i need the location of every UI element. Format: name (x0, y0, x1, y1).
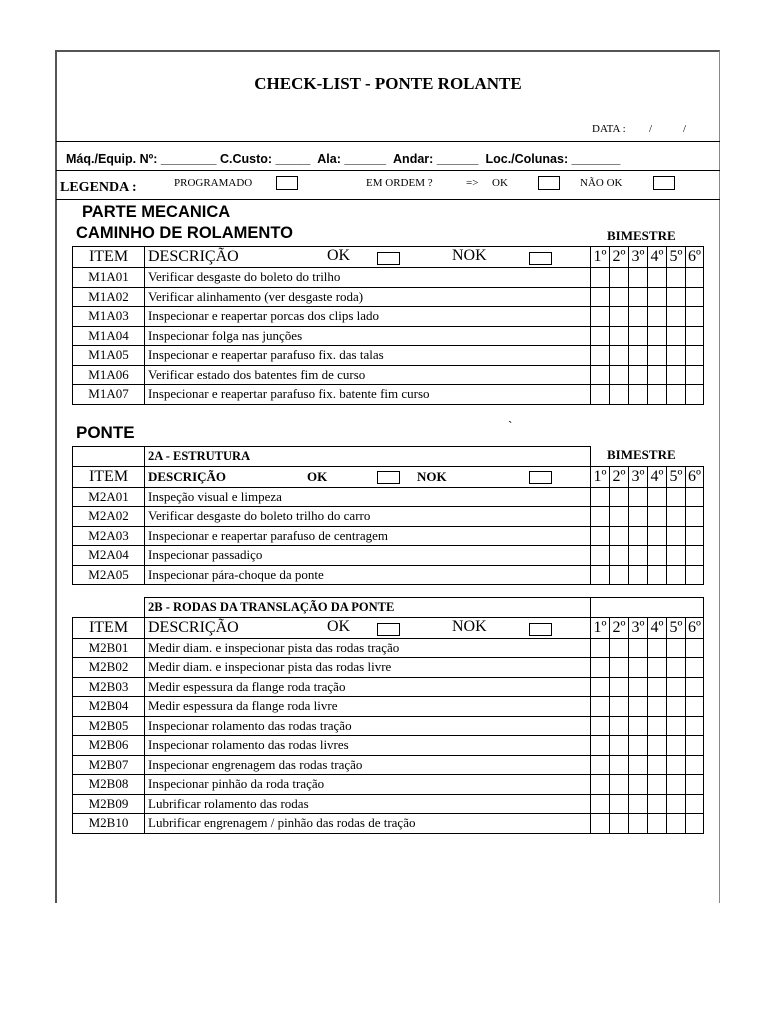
month-check-cell[interactable] (629, 697, 648, 717)
month-header: 6º (686, 617, 704, 638)
month-check-cell[interactable] (591, 794, 610, 814)
item-code: M2B05 (73, 716, 145, 736)
month-check-cell[interactable] (591, 346, 610, 366)
month-check-cell[interactable] (610, 565, 629, 585)
item-description: Inspeção visual e limpeza (145, 487, 591, 507)
section-title-ponte: PONTE (76, 423, 135, 442)
month-check-cell[interactable] (610, 326, 629, 346)
month-check-cell[interactable] (591, 565, 610, 585)
item-description: Inspecionar e reapertar porcas dos clips lado (145, 307, 591, 327)
month-header: 1º (591, 466, 610, 487)
month-check-cell[interactable] (648, 716, 667, 736)
table-row (73, 794, 704, 814)
legend-programado: PROGRAMADO (174, 177, 253, 189)
item-description: Inspecionar pára-choque da ponte (145, 565, 591, 585)
month-check-cell[interactable] (667, 287, 686, 307)
month-check-cell[interactable] (591, 326, 610, 346)
month-check-cell[interactable] (648, 385, 667, 405)
item-description: Inspecionar pinhão da roda tração (145, 775, 591, 795)
item-code: M1A02 (73, 287, 145, 307)
table-row (73, 638, 704, 658)
month-check-cell[interactable] (648, 307, 667, 327)
month-check-cell[interactable] (667, 814, 686, 834)
item-description: Verificar desgaste do boleto do trilho (145, 268, 591, 288)
month-check-cell[interactable] (648, 346, 667, 366)
month-check-cell[interactable] (591, 638, 610, 658)
item-description: Verificar estado dos batentes fim de curso (145, 365, 591, 385)
month-check-cell[interactable] (610, 385, 629, 405)
month-check-cell[interactable] (610, 638, 629, 658)
month-header: 5º (667, 617, 686, 638)
item-header: ITEM (73, 247, 145, 268)
month-check-cell[interactable] (667, 385, 686, 405)
ok-header: OK (327, 247, 351, 264)
month-check-cell[interactable] (686, 507, 704, 527)
month-check-cell[interactable] (686, 526, 704, 546)
month-header: 6º (686, 466, 704, 487)
subtitle-estrutura: 2A - ESTRUTURA (145, 447, 591, 467)
month-check-cell[interactable] (591, 385, 610, 405)
item-code: M2A03 (73, 526, 145, 546)
legend-ok: OK (492, 177, 508, 189)
item-description: Inspecionar e reapertar parafuso fix. das talas (145, 346, 591, 366)
table-row (73, 526, 704, 546)
month-header: 4º (648, 617, 667, 638)
month-check-cell[interactable] (686, 716, 704, 736)
legend-nao-ok: NÃO OK (580, 177, 623, 189)
table-row (73, 268, 704, 288)
table-header-row (73, 466, 704, 487)
item-header: ITEM (73, 466, 145, 487)
item-description: Medir espessura da flange roda livre (145, 697, 591, 717)
table-row (73, 507, 704, 527)
month-header: 1º (591, 247, 610, 268)
loc-label: Loc./Colunas: (485, 152, 569, 166)
item-description: Lubrificar engrenagem / pinhão das rodas de tração (145, 814, 591, 834)
item-code: M2B03 (73, 677, 145, 697)
month-check-cell[interactable] (648, 287, 667, 307)
subtitle-row (73, 447, 704, 467)
maq-label: Máq./Equip. Nº: (66, 152, 158, 166)
item-description: Inspecionar engrenagem das rodas tração (145, 755, 591, 775)
ala-field[interactable]: ______ (344, 152, 387, 166)
month-check-cell[interactable] (648, 326, 667, 346)
month-check-cell[interactable] (686, 794, 704, 814)
month-check-cell[interactable] (610, 287, 629, 307)
nok-checkbox[interactable] (529, 252, 552, 265)
descricao-header-cell (145, 247, 591, 268)
table-row (73, 775, 704, 795)
month-check-cell[interactable] (610, 487, 629, 507)
month-check-cell[interactable] (629, 638, 648, 658)
month-check-cell[interactable] (648, 677, 667, 697)
month-check-cell[interactable] (686, 814, 704, 834)
month-header: 4º (648, 247, 667, 268)
item-code: M1A06 (73, 365, 145, 385)
month-check-cell[interactable] (591, 736, 610, 756)
item-code: M1A03 (73, 307, 145, 327)
month-check-cell[interactable] (686, 268, 704, 288)
nok-checkbox[interactable] (529, 471, 552, 484)
month-check-cell[interactable] (667, 755, 686, 775)
month-header: 3º (629, 466, 648, 487)
month-header: 2º (610, 466, 629, 487)
nok-header: NOK (452, 247, 487, 264)
month-check-cell[interactable] (667, 507, 686, 527)
nok-header: NOK (417, 468, 447, 484)
month-check-cell[interactable] (591, 507, 610, 527)
checklist-table-rodas (72, 597, 704, 834)
month-check-cell[interactable] (610, 307, 629, 327)
item-description: Inspecionar e reapertar parafuso fix. batente fim curso (145, 385, 591, 405)
month-check-cell[interactable] (686, 775, 704, 795)
checklist-table-estrutura (72, 446, 704, 585)
table-row (73, 658, 704, 678)
ala-label: Ala: (317, 152, 341, 166)
subtitle-rodas: 2B - RODAS DA TRANSLAÇÃO DA PONTE (145, 598, 591, 618)
month-header: 3º (629, 247, 648, 268)
item-description: Medir diam. e inspecionar pista das rodas livre (145, 658, 591, 678)
month-check-cell[interactable] (591, 487, 610, 507)
item-description: Medir diam. e inspecionar pista das rodas tração (145, 638, 591, 658)
table-row (73, 307, 704, 327)
month-check-cell[interactable] (629, 287, 648, 307)
descricao-header: DESCRIÇÃO (148, 248, 239, 265)
month-check-cell[interactable] (667, 346, 686, 366)
month-check-cell[interactable] (629, 736, 648, 756)
month-check-cell[interactable] (629, 814, 648, 834)
item-code: M1A05 (73, 346, 145, 366)
item-code: M2B08 (73, 775, 145, 795)
month-check-cell[interactable] (610, 814, 629, 834)
month-check-cell[interactable] (629, 365, 648, 385)
loc-field[interactable]: _______ (571, 152, 621, 166)
month-check-cell[interactable] (686, 346, 704, 366)
item-description: Inspecionar folga nas junções (145, 326, 591, 346)
custo-field[interactable]: _____ (275, 152, 311, 166)
month-check-cell[interactable] (667, 487, 686, 507)
item-description: Inspecionar e reapertar parafuso de centragem (145, 526, 591, 546)
item-code: M2A01 (73, 487, 145, 507)
month-check-cell[interactable] (610, 755, 629, 775)
month-check-cell[interactable] (610, 794, 629, 814)
item-code: M2B02 (73, 658, 145, 678)
table-row (73, 677, 704, 697)
table-row (73, 736, 704, 756)
legend-nao-ok-box (653, 176, 675, 190)
month-header: 6º (686, 247, 704, 268)
month-check-cell[interactable] (667, 677, 686, 697)
month-check-cell[interactable] (591, 775, 610, 795)
nok-header: NOK (452, 617, 487, 635)
month-check-cell[interactable] (591, 546, 610, 566)
legend-arrow: => (466, 177, 479, 189)
month-check-cell[interactable] (686, 697, 704, 717)
item-description: Inspecionar rolamento das rodas livres (145, 736, 591, 756)
item-code: M2B04 (73, 697, 145, 717)
table-row (73, 287, 704, 307)
month-check-cell[interactable] (667, 736, 686, 756)
month-check-cell[interactable] (648, 526, 667, 546)
month-check-cell[interactable] (629, 487, 648, 507)
table-header-row (73, 247, 704, 268)
item-description: Inspecionar passadiço (145, 546, 591, 566)
month-check-cell[interactable] (686, 385, 704, 405)
month-check-cell[interactable] (667, 658, 686, 678)
month-check-cell[interactable] (610, 697, 629, 717)
month-check-cell[interactable] (629, 546, 648, 566)
month-check-cell[interactable] (648, 697, 667, 717)
item-code: M1A01 (73, 268, 145, 288)
month-check-cell[interactable] (667, 307, 686, 327)
month-check-cell[interactable] (667, 794, 686, 814)
descricao-header: DESCRIÇÃO (148, 468, 227, 484)
month-header: 5º (667, 247, 686, 268)
month-check-cell[interactable] (629, 307, 648, 327)
checklist-table-caminho (72, 246, 704, 405)
subtitle-row (73, 598, 704, 618)
month-check-cell[interactable] (591, 268, 610, 288)
date-sep-1: / (649, 123, 653, 135)
legend-programado-box (276, 176, 298, 190)
month-check-cell[interactable] (629, 507, 648, 527)
month-check-cell[interactable] (686, 546, 704, 566)
item-code: M1A04 (73, 326, 145, 346)
item-code: M2A04 (73, 546, 145, 566)
table-row (73, 365, 704, 385)
nok-checkbox[interactable] (529, 623, 552, 636)
month-check-cell[interactable] (686, 677, 704, 697)
month-check-cell[interactable] (686, 287, 704, 307)
ok-checkbox[interactable] (377, 471, 400, 484)
month-check-cell[interactable] (686, 307, 704, 327)
table-row (73, 326, 704, 346)
month-check-cell[interactable] (591, 526, 610, 546)
month-check-cell[interactable] (686, 487, 704, 507)
month-check-cell[interactable] (629, 526, 648, 546)
month-check-cell[interactable] (648, 736, 667, 756)
month-check-cell[interactable] (667, 268, 686, 288)
month-check-cell[interactable] (629, 658, 648, 678)
item-description: Verificar alinhamento (ver desgaste roda) (145, 287, 591, 307)
month-check-cell[interactable] (648, 775, 667, 795)
item-description: Verificar desgaste do boleto trilho do carro (145, 507, 591, 527)
month-check-cell[interactable] (648, 814, 667, 834)
month-check-cell[interactable] (667, 526, 686, 546)
month-check-cell[interactable] (648, 755, 667, 775)
section-title-caminho: CAMINHO DE ROLAMENTO (76, 224, 293, 242)
month-check-cell[interactable] (648, 546, 667, 566)
legend-ok-box (538, 176, 560, 190)
month-check-cell[interactable] (686, 638, 704, 658)
month-check-cell[interactable] (629, 755, 648, 775)
month-check-cell[interactable] (667, 716, 686, 736)
month-check-cell[interactable] (591, 697, 610, 717)
date-sep-2: / (683, 123, 687, 135)
month-check-cell[interactable] (610, 507, 629, 527)
table-row (73, 487, 704, 507)
month-check-cell[interactable] (610, 346, 629, 366)
month-check-cell[interactable] (629, 385, 648, 405)
month-check-cell[interactable] (629, 716, 648, 736)
ok-header: OK (307, 468, 328, 484)
equipment-info-line (66, 152, 620, 166)
month-check-cell[interactable] (667, 365, 686, 385)
andar-field[interactable]: ______ (436, 152, 479, 166)
month-check-cell[interactable] (667, 697, 686, 717)
item-code: M2A02 (73, 507, 145, 527)
table-row (73, 697, 704, 717)
month-check-cell[interactable] (629, 775, 648, 795)
item-code: M2B01 (73, 638, 145, 658)
item-header: ITEM (73, 617, 145, 638)
month-check-cell[interactable] (686, 365, 704, 385)
ok-checkbox[interactable] (377, 252, 400, 265)
month-check-cell[interactable] (648, 507, 667, 527)
andar-label: Andar: (393, 152, 434, 166)
table-row (73, 546, 704, 566)
month-check-cell[interactable] (629, 794, 648, 814)
month-check-cell[interactable] (667, 326, 686, 346)
item-description: Inspecionar rolamento das rodas tração (145, 716, 591, 736)
month-check-cell[interactable] (591, 307, 610, 327)
part-title: PARTE MECANICA (82, 203, 231, 221)
month-check-cell[interactable] (648, 638, 667, 658)
month-check-cell[interactable] (686, 736, 704, 756)
table-row (73, 385, 704, 405)
descricao-header-cell (145, 466, 591, 487)
item-code: M2B09 (73, 794, 145, 814)
date-label: DATA : (592, 123, 626, 135)
month-check-cell[interactable] (610, 365, 629, 385)
month-check-cell[interactable] (591, 287, 610, 307)
month-check-cell[interactable] (610, 526, 629, 546)
table-row (73, 814, 704, 834)
month-check-cell[interactable] (629, 565, 648, 585)
bimestre-label-1: BIMESTRE (607, 228, 676, 243)
month-check-cell[interactable] (610, 775, 629, 795)
table-row (73, 716, 704, 736)
table-row (73, 346, 704, 366)
table-row (73, 755, 704, 775)
month-check-cell[interactable] (591, 658, 610, 678)
month-check-cell[interactable] (686, 326, 704, 346)
month-check-cell[interactable] (686, 565, 704, 585)
month-check-cell[interactable] (648, 365, 667, 385)
month-header: 1º (591, 617, 610, 638)
form-title: CHECK-LIST - PONTE ROLANTE (254, 74, 522, 93)
month-check-cell[interactable] (629, 677, 648, 697)
month-check-cell[interactable] (610, 658, 629, 678)
month-check-cell[interactable] (610, 736, 629, 756)
month-check-cell[interactable] (629, 326, 648, 346)
legend-em-ordem: EM ORDEM ? (366, 177, 433, 189)
table-row (73, 565, 704, 585)
ok-checkbox[interactable] (377, 623, 400, 636)
month-header: 2º (610, 617, 629, 638)
month-check-cell[interactable] (591, 814, 610, 834)
item-code: M2B10 (73, 814, 145, 834)
tick-mark: ` (508, 418, 513, 433)
table-header-row (73, 617, 704, 638)
legend-label: LEGENDA : (60, 180, 137, 195)
month-check-cell[interactable] (648, 794, 667, 814)
month-header: 3º (629, 617, 648, 638)
month-check-cell[interactable] (667, 546, 686, 566)
month-check-cell[interactable] (648, 565, 667, 585)
month-check-cell[interactable] (610, 716, 629, 736)
month-check-cell[interactable] (610, 268, 629, 288)
month-check-cell[interactable] (667, 638, 686, 658)
descricao-header: DESCRIÇÃO (148, 618, 239, 636)
month-check-cell[interactable] (591, 716, 610, 736)
month-check-cell[interactable] (648, 268, 667, 288)
month-header: 4º (648, 466, 667, 487)
month-check-cell[interactable] (667, 775, 686, 795)
descricao-header-cell (145, 617, 591, 638)
month-check-cell[interactable] (610, 677, 629, 697)
month-check-cell[interactable] (591, 677, 610, 697)
month-check-cell[interactable] (610, 546, 629, 566)
item-description: Medir espessura da flange roda tração (145, 677, 591, 697)
month-check-cell[interactable] (686, 755, 704, 775)
month-check-cell[interactable] (591, 755, 610, 775)
month-header: 2º (610, 247, 629, 268)
item-code: M2B07 (73, 755, 145, 775)
item-code: M2B06 (73, 736, 145, 756)
ok-header: OK (327, 617, 351, 635)
month-check-cell[interactable] (629, 268, 648, 288)
item-description: Lubrificar rolamento das rodas (145, 794, 591, 814)
month-check-cell[interactable] (648, 658, 667, 678)
item-code: M1A07 (73, 385, 145, 405)
month-check-cell[interactable] (686, 658, 704, 678)
month-header: 5º (667, 466, 686, 487)
bimestre-label-2: BIMESTRE (607, 447, 676, 462)
item-code: M2A05 (73, 565, 145, 585)
custo-label: C.Custo: (219, 152, 273, 166)
month-check-cell[interactable] (629, 346, 648, 366)
month-check-cell[interactable] (648, 487, 667, 507)
month-check-cell[interactable] (591, 365, 610, 385)
month-check-cell[interactable] (667, 565, 686, 585)
maq-field[interactable]: ________ (160, 152, 217, 166)
